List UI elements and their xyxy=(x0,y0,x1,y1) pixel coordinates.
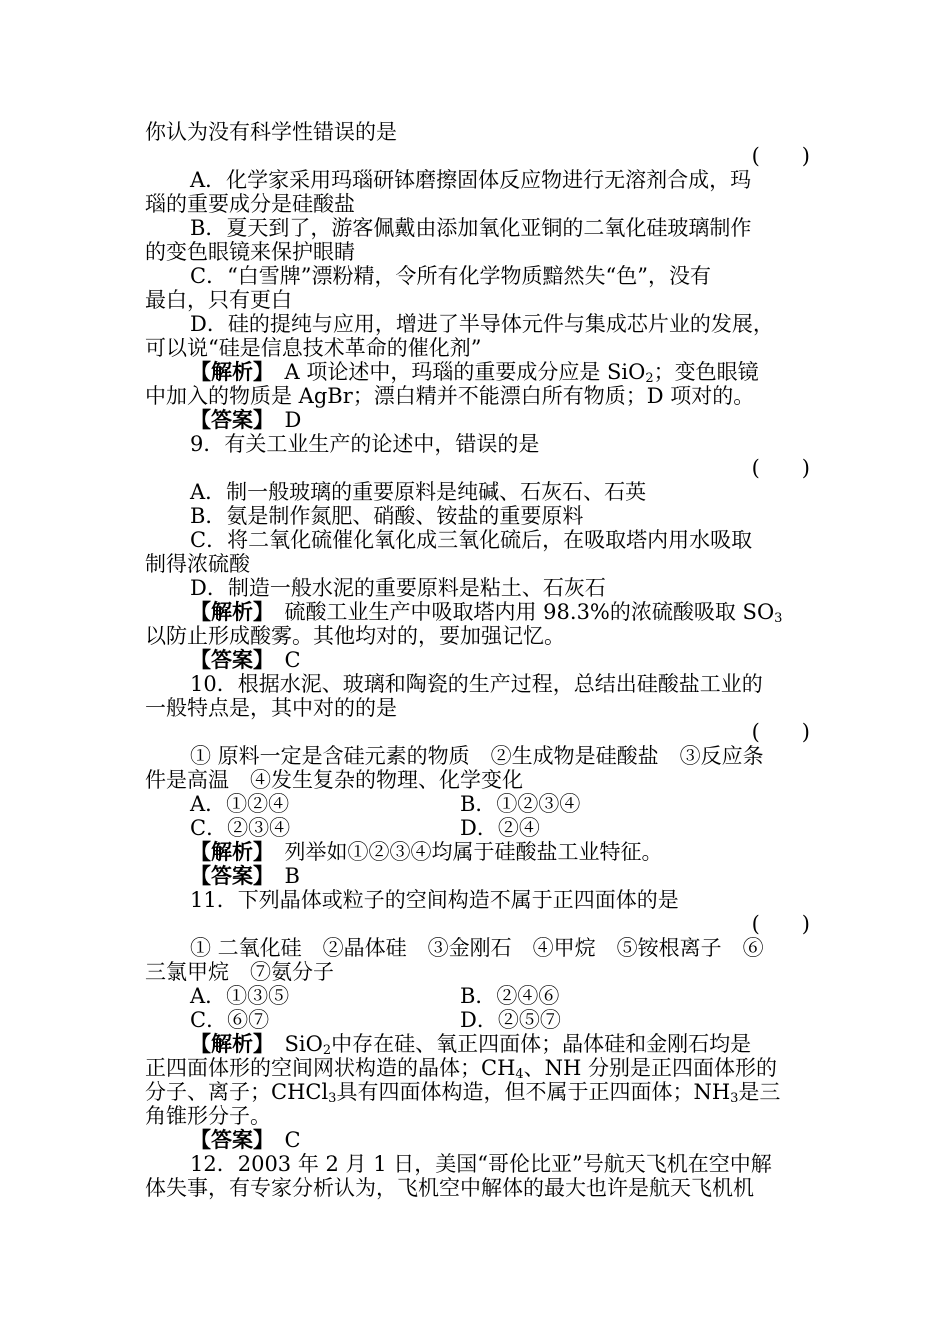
option-row xyxy=(145,984,810,1008)
document-body xyxy=(145,120,810,1200)
text-line: 一般特点是，其中对的的是 xyxy=(145,696,397,720)
analysis-text: 正四面体形的空间网状构造的晶体；CH xyxy=(145,1056,516,1080)
analysis-text: A 项论述中，玛瑙的重要成分应是 SiO xyxy=(263,360,646,384)
answer-label: 【答案】 xyxy=(190,648,264,672)
answer-line xyxy=(145,864,810,888)
analysis-label: 【解析】 xyxy=(190,1032,264,1056)
option-b: B．氨是制作氮肥、硝酸、铵盐的重要原料 xyxy=(190,504,584,528)
analysis-text: 分子、离子；CHCl xyxy=(145,1080,329,1104)
text-line: 的变色眼镜来保护眼睛 xyxy=(145,240,355,264)
answer-line xyxy=(145,408,810,432)
option-a: A．①③⑤ xyxy=(190,984,290,1008)
text-line: 制得浓硫酸 xyxy=(145,552,250,576)
option-a: A．①②④ xyxy=(190,792,290,816)
analysis-text: 硫酸工业生产中吸取塔内用 98.3%的浓硫酸吸取 SO xyxy=(263,600,775,624)
option-row xyxy=(145,816,810,840)
analysis-text: ；变色眼镜 xyxy=(653,360,759,384)
analysis-label: 【解析】 xyxy=(190,600,264,624)
answer-blank: ( ) xyxy=(751,720,810,744)
statement-line: 三氯甲烷 ⑦氨分子 xyxy=(145,960,334,984)
option-c: C．“白雪牌”漂粉精，令所有化学物质黯然失“色”，没有 xyxy=(190,264,712,288)
answer-label: 【答案】 xyxy=(190,408,264,432)
analysis-line xyxy=(145,1056,810,1080)
analysis-line xyxy=(145,840,810,864)
analysis-label: 【解析】 xyxy=(190,840,264,864)
question-9: 9．有关工业生产的论述中，错误的是 xyxy=(190,432,540,456)
question-11: 11．下列晶体或粒子的空间构造不属于正四面体的是 xyxy=(190,888,679,912)
answer-value: B xyxy=(263,864,300,888)
analysis-text: 列举如①②③④均属于硅酸盐工业特征。 xyxy=(263,840,663,864)
analysis-line xyxy=(145,360,810,384)
answer-blank: ( ) xyxy=(751,456,810,480)
subscript: 4 xyxy=(515,1067,524,1080)
analysis-text: 具有四面体构造，但不属于正四面体；NH xyxy=(336,1080,731,1104)
analysis-line xyxy=(145,1032,810,1056)
statement-line: 件是高温 ④发生复杂的物理、化学变化 xyxy=(145,768,523,792)
option-a: A．制一般玻璃的重要原料是纯碱、石灰石、石英 xyxy=(190,480,647,504)
option-row xyxy=(145,792,810,816)
answer-line xyxy=(145,648,810,672)
text-line: 可以说“硅是信息技术革命的催化剂” xyxy=(145,336,482,360)
option-a: A．化学家采用玛瑙研钵磨擦固体反应物进行无溶剂合成，玛 xyxy=(190,168,752,192)
subscript: 3 xyxy=(774,611,783,624)
text-line: 最白，只有更白 xyxy=(145,288,292,312)
analysis-text: SiO xyxy=(263,1032,323,1056)
option-c: C．将二氧化硫催化氧化成三氧化硫后，在吸取塔内用水吸取 xyxy=(190,528,753,552)
option-d: D．制造一般水泥的重要原料是粘土、石灰石 xyxy=(190,576,606,600)
text-line: 你认为没有科学性错误的是 xyxy=(145,120,397,144)
option-b: B．夏天到了，游客佩戴由添加氧化亚铜的二氧化硅玻璃制作 xyxy=(190,216,752,240)
option-row xyxy=(145,1008,810,1032)
statement-line: ① 原料一定是含硅元素的物质 ②生成物是硅酸盐 ③反应条 xyxy=(190,744,764,768)
analysis-line: 角锥形分子。 xyxy=(145,1104,271,1128)
answer-value: D xyxy=(263,408,302,432)
answer-value: C xyxy=(263,648,301,672)
analysis-line xyxy=(145,600,810,624)
answer-label: 【答案】 xyxy=(190,864,264,888)
option-d: D．硅的提纯与应用，增进了半导体元件与集成芯片业的发展， xyxy=(190,312,774,336)
statement-line: ① 二氧化硅 ②晶体硅 ③金刚石 ④甲烷 ⑤铵根离子 ⑥ xyxy=(190,936,764,960)
subscript: 3 xyxy=(328,1091,337,1104)
subscript: 2 xyxy=(645,371,654,384)
subscript: 3 xyxy=(730,1091,739,1104)
answer-line xyxy=(145,1128,810,1152)
analysis-text: 中存在硅、氧正四面体；晶体硅和金刚石均是 xyxy=(331,1032,752,1056)
option-c: C．②③④ xyxy=(190,816,291,840)
question-10: 10．根据水泥、玻璃和陶瓷的生产过程，总结出硅酸盐工业的 xyxy=(190,672,763,696)
option-d: D．②⑤⑦ xyxy=(460,1008,561,1032)
option-d: D．②④ xyxy=(460,816,540,840)
analysis-line: 以防止形成酸雾。其他均对的，要加强记忆。 xyxy=(145,624,565,648)
analysis-label: 【解析】 xyxy=(190,360,264,384)
option-c: C．⑥⑦ xyxy=(190,1008,270,1032)
analysis-text: 是三 xyxy=(738,1080,781,1104)
answer-blank: ( ) xyxy=(751,144,810,168)
analysis-line xyxy=(145,1080,810,1104)
analysis-line: 中加入的物质是 AgBr；漂白精并不能漂白所有物质；D 项对的。 xyxy=(145,384,755,408)
subscript: 2 xyxy=(322,1043,332,1056)
option-b: B．②④⑥ xyxy=(460,984,560,1008)
answer-label: 【答案】 xyxy=(190,1128,264,1152)
question-12: 12．2003 年 2 月 1 日，美国“哥伦比亚”号航天飞机在空中解 xyxy=(190,1152,772,1176)
text-line: 体失事，有专家分析认为，飞机空中解体的最大也许是航天飞机机 xyxy=(145,1176,754,1200)
analysis-text: 、NH 分别是正四面体形的 xyxy=(523,1056,778,1080)
option-b: B．①②③④ xyxy=(460,792,581,816)
text-line: 瑙的重要成分是硅酸盐 xyxy=(145,192,355,216)
answer-value: C xyxy=(263,1128,301,1152)
answer-blank: ( ) xyxy=(751,912,810,936)
